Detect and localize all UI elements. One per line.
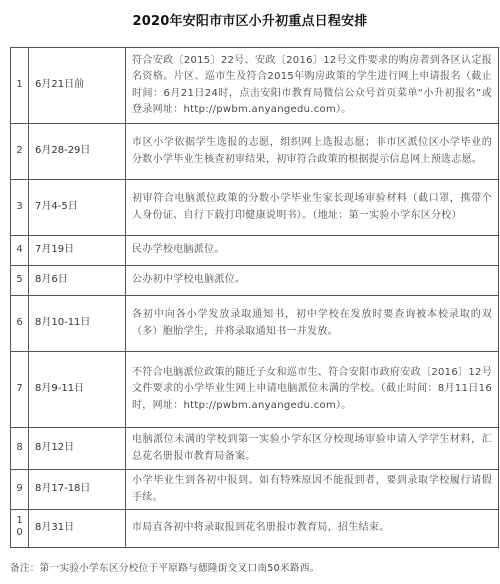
row-number: 9	[11, 470, 29, 510]
row-date: 8月6日	[29, 266, 126, 296]
row-description: 符合安政〔2015〕22号、安政〔2016〕12号文件要求的购房者到各区认定报名资格。片区、巡市生及符合2015年购房政策的学生进行网上申请报名（截止时间：6月21日24时，点击安阳市教育局微信公众号首页菜单“小升初报名”或登录网址：http://pwbm.anyangedu.com）。	[126, 48, 499, 124]
table-row	[11, 352, 499, 428]
row-description: 不符合电脑派位政策的随迁子女和巡市生、符合安阳市政府安政〔2016〕12号文件要求的小学毕业生网上申请电脑派位未满的学校。（截止时间：8月11日16时，网址：http://pwbm.anyangedu.com）。	[126, 352, 499, 428]
table-row	[11, 296, 499, 352]
table-row	[11, 510, 499, 548]
row-number: 4	[11, 236, 29, 266]
schedule-table	[10, 47, 499, 548]
table-row	[11, 266, 499, 296]
row-description: 电脑派位未满的学校到第一实验小学东区分校现场审验申请入学学生材料，汇总花名册报市教育局备案。	[126, 428, 499, 470]
row-date: 6月28-29日	[29, 124, 126, 180]
row-number: 7	[11, 352, 29, 428]
row-description: 小学毕业生到各初中报到。如有特殊原因不能报到者，要到录取学校履行请假手续。	[126, 470, 499, 510]
row-date: 7月4-5日	[29, 180, 126, 236]
row-description: 初审符合电脑派位政策的分数小学毕业生家长现场审验材料（截口罩，携带个人身份证、自行下载打印健康说明书）。（地址：第一实验小学东区分校）	[126, 180, 499, 236]
row-number: 10	[11, 510, 29, 548]
row-description: 市局直各初中将录取报到花名册报市教育局，招生结束。	[126, 510, 499, 548]
row-date: 8月10-11日	[29, 296, 126, 352]
footnote: 备注：第一实验小学东区分校位于平原路与德隆街交叉口南50米路西。	[10, 563, 320, 574]
row-date: 8月9-11日	[29, 352, 126, 428]
row-description: 公办初中学校电脑派位。	[126, 266, 499, 296]
row-number: 8	[11, 428, 29, 470]
row-description: 各初中向各小学发放录取通知书，初中学校在发放时要查询被本校录取的双（多）胞胎学生，并将录取通知书一并发放。	[126, 296, 499, 352]
row-number: 5	[11, 266, 29, 296]
row-description: 民办学校电脑派位。	[126, 236, 499, 266]
table-row	[11, 48, 499, 124]
row-number: 6	[11, 296, 29, 352]
row-date: 8月17-18日	[29, 470, 126, 510]
table-row	[11, 124, 499, 180]
table-row	[11, 180, 499, 236]
table-row	[11, 236, 499, 266]
row-date: 6月21日前	[29, 48, 126, 124]
row-number: 1	[11, 48, 29, 124]
row-number: 3	[11, 180, 29, 236]
row-date: 8月12日	[29, 428, 126, 470]
table-row	[11, 428, 499, 470]
row-date: 7月19日	[29, 236, 126, 266]
table-row	[11, 470, 499, 510]
row-description: 市区小学依据学生选报的志愿，组织网上选报志愿；非市区派位区小学毕业的分数小学毕业生核查初审结果，初审符合政策的根据提示信息网上预选志愿。	[126, 124, 499, 180]
row-date: 8月31日	[29, 510, 126, 548]
document-title: 2020年安阳市市区小升初重点日程安排	[132, 14, 368, 29]
row-number: 2	[11, 124, 29, 180]
